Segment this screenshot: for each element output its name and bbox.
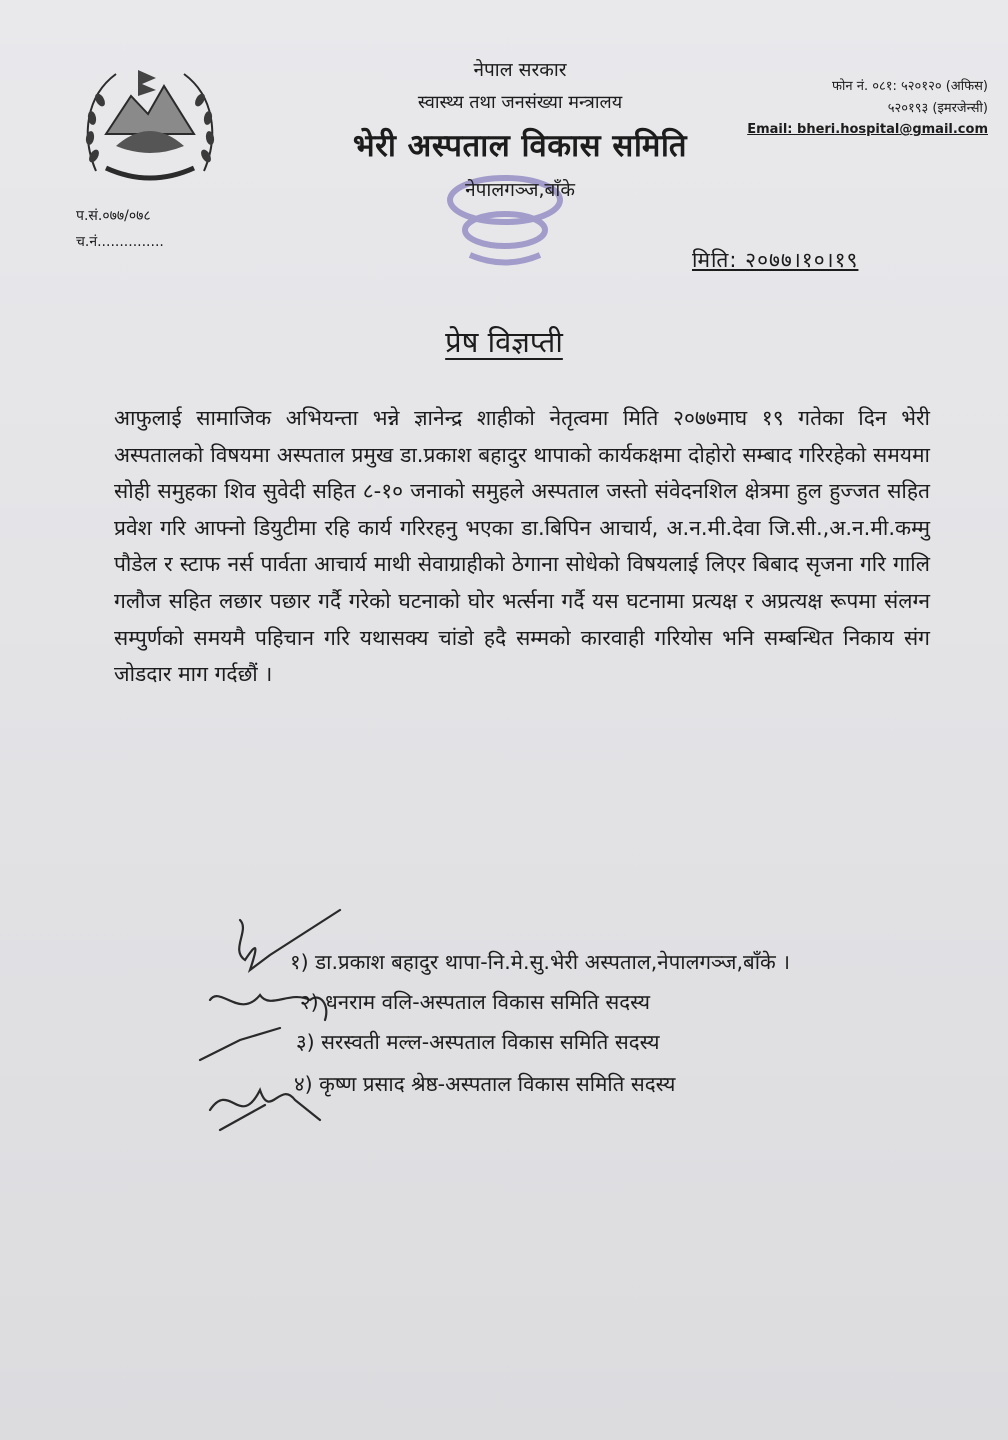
nepal-emblem-icon	[76, 56, 224, 194]
dispatch-number: च.नं...............	[76, 234, 164, 250]
organization-location: नेपालगञ्ज,बाँके	[465, 179, 575, 201]
letter-date: मिति: २०७७।१०।१९	[692, 248, 859, 272]
signatory-2: २) धनराम वलि-अस्पताल विकास समिति सदस्य	[300, 990, 651, 1014]
signatory-3: ३) सरस्वती मल्ल-अस्पताल विकास समिति सदस्य	[296, 1030, 660, 1054]
signatory-1: १) डा.प्रकाश बहादुर थापा-नि.मे.सु.भेरी अस्पताल,नेपालगञ्ज,बाँके ।	[290, 950, 791, 974]
ministry-name: स्वास्थ्य तथा जनसंख्या मन्त्रालय	[417, 92, 623, 113]
signatory-4: ४) कृष्ण प्रसाद श्रेष्ठ-अस्पताल विकास समिति सदस्य	[294, 1072, 676, 1096]
phone-office: फोन नं. ०८१: ५२०१२० (अफिस)	[832, 79, 988, 94]
phone-emergency: ५२०१९३ (इमरजेन्सी)	[887, 101, 988, 116]
signatories-block	[180, 900, 960, 1140]
document-title: प्रेष विज्ञप्ती	[445, 325, 563, 359]
organization-name: भेरी अस्पताल विकास समिति	[352, 128, 688, 164]
government-name: नेपाल सरकार	[473, 59, 567, 81]
handwritten-signatures-icon	[180, 900, 360, 1140]
email-link[interactable]: Email: bheri.hospital@gmail.com	[747, 122, 988, 137]
press-release-body: आफुलाई सामाजिक अभियन्ता भन्ने ज्ञानेन्द्र शाहीको नेतृत्वमा मिति २०७७माघ १९ गतेका दिन भेरी अस्पतालको विषयमा अस्पताल प्रमुख डा.प्रकाश बहादुर थापाको कार्यकक्षमा दोहोरो सम्बाद गरिरहेको समयमा सोही समुहका शिव सुवेदी सहित ८-१० जनाको समुहले अस्पताल जस्तो संवेदनशिल क्षेत्रमा हुल हुज्जत सहित प्रवेश गरि आफ्नो डियुटीमा रहि कार्य गरिरहनु भएका डा.बिपिन आचार्य, अ.न.मी.देवा जि.सी.,अ.न.मी.कम्मु पौडेल र स्टाफ नर्स पार्वता आचार्य माथी सेवाग्राहीको ठेगाना सोधेको विषयलाई लिएर बिबाद सृजना गरि गालि गलौज सहित लछार पछार गर्दै गरेको घटनाको घोर भर्त्सना गर्दै यस घटनामा प्रत्यक्ष र अप्रत्यक्ष रूपमा संलग्न सम्पुर्णको समयमै पहिचान गरि यथासक्य चांडो हदै सम्मको कारवाही गरियोस भनि सम्बन्धित निकाय संग जोडदार माग गर्दछौं ।	[114, 406, 930, 687]
letter-number: प.सं.०७७/०७८	[76, 208, 151, 224]
